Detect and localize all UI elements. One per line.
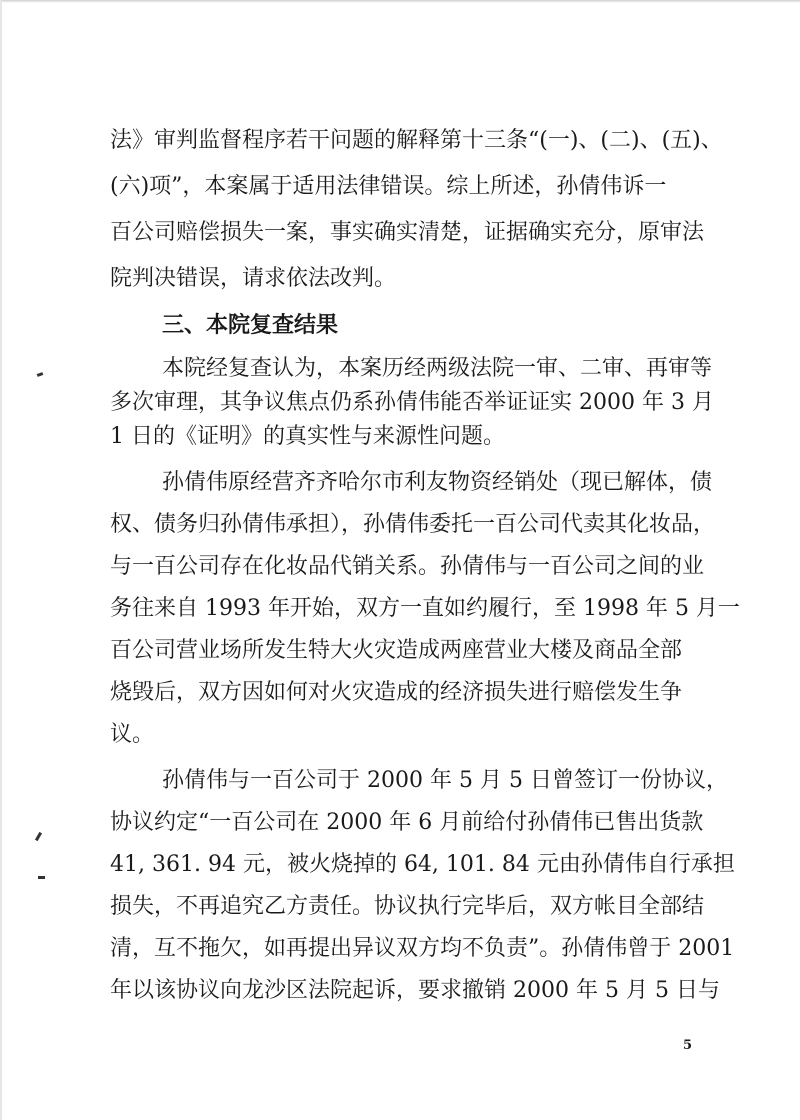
scan-speck	[35, 832, 42, 841]
text-line: 多次审理，其争议焦点仍系孙倩伟能否举证证实 2000 年 3 月	[110, 390, 714, 415]
text-line: 本院经复查认为，本案历经两级法院一审、二审、再审等	[162, 356, 713, 381]
text-line: 百公司赔偿损失一案，事实确实清楚，证据确实充分，原审法	[110, 220, 705, 245]
text-line: 务往来自 1993 年开始，双方一直如约履行，至 1998 年 5 月一	[110, 596, 740, 621]
text-line: 院判决错误，请求依法改判。	[110, 266, 397, 291]
scan-top-edge	[0, 0, 800, 3]
text-line: 孙倩伟与一百公司于 2000 年 5 月 5 日曾签订一份协议，	[162, 768, 728, 793]
text-line: 损失，不再追究乙方责任。协议执行完毕后，双方帐目全部结	[110, 894, 705, 919]
text-line: 协议约定“一百公司在 2000 年 6 月前给付孙倩伟已售出货款	[110, 810, 704, 835]
scan-left-edge	[0, 0, 2, 1120]
text-line: 与一百公司存在化妆品代销关系。孙倩伟与一百公司之间的业	[110, 554, 705, 579]
page-number: 5	[683, 1038, 693, 1053]
text-line: 议。	[110, 722, 155, 747]
text-line: 年以该协议向龙沙区法院起诉，要求撤销 2000 年 5 月 5 日与	[110, 978, 720, 1003]
scan-speck	[38, 876, 45, 879]
text-line: 清，互不拖欠，如再提出异议双方均不负责”。孙倩伟曾于 2001	[110, 936, 735, 961]
section-heading: 三、本院复查结果	[162, 312, 339, 338]
text-line: 百公司营业场所发生特大火灾造成两座营业大楼及商品全部	[110, 638, 683, 663]
scan-speck	[37, 372, 44, 377]
text-line: 烧毁后，双方因如何对火灾造成的经济损失进行赔偿发生争	[110, 680, 683, 705]
text-line: (六)项”，本案属于适用法律错误。综上所述，孙倩伟诉一	[110, 174, 667, 199]
text-line: 1 日的《证明》的真实性与来源性问题。	[110, 424, 505, 449]
text-line: 法》审判监督程序若干问题的解释第十三条“(一)、(二)、(五)、	[110, 128, 723, 153]
text-line: 孙倩伟原经营齐齐哈尔市利友物资经销处（现已解体，债	[162, 470, 713, 495]
text-line: 41, 361. 94 元，被火烧掉的 64, 101. 84 元由孙倩伟自行承担	[110, 852, 735, 877]
text-line: 权、债务归孙倩伟承担），孙倩伟委托一百公司代卖其化妆品，	[110, 512, 716, 537]
